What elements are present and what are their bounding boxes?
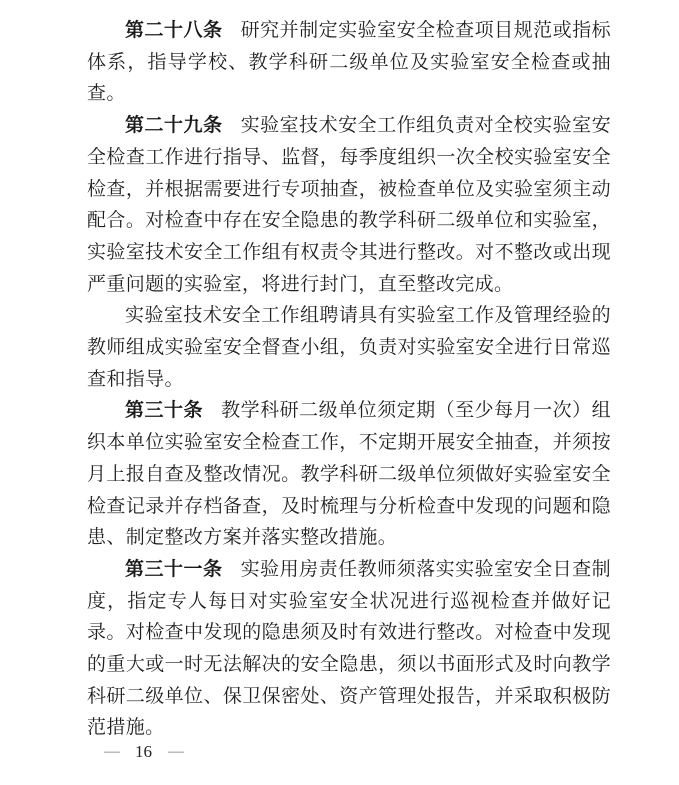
article-text: 教学科研二级单位须定期（至少每月一次）组织本单位实验室安全检查工作，不定期开展安全抽查，并须按月上报自查及整改情况。教学科研二级单位须做好实验室安全检查记录并存档备查，及时梳理与分析检查中发现的问题和隐患、制定整改方案并落实整改措施。 [87,400,611,549]
article-paragraph-30 [87,395,611,554]
article-paragraph-continuation [87,300,611,395]
footer-dash-left: — [104,743,119,760]
article-number: 第二十九条 [125,115,223,137]
article-text: 研究并制定实验室安全检查项目规范或指标体系，指导学校、教学科研二级单位及实验室安全检查或抽查。 [87,20,611,105]
footer-dash-right: — [168,743,183,760]
article-paragraph-31 [87,554,611,744]
article-paragraph-29 [87,110,611,300]
page-number: 16 [135,742,152,761]
article-number: 第三十一条 [125,558,223,580]
article-text: 实验用房责任教师须落实实验室安全日查制度，指定专人每日对实验室安全状况进行巡视检查并做好记录。对检查中发现的隐患须及时有效进行整改。对检查中发现的重大或一时无法解决的安全隐患，须以书面形式及时向教学科研二级单位、保卫保密处、资产管理处报告，并采取积极防范措施。 [87,558,611,739]
article-paragraph-28 [87,15,611,110]
article-text: 实验室技术安全工作组聘请具有实验室工作及管理经验的教师组成实验室安全督查小组，负责对实验室安全进行日常巡查和指导。 [87,305,611,390]
document-body [87,15,611,744]
article-number: 第三十条 [125,400,204,422]
article-text: 实验室技术安全工作组负责对全校实验室安全检查工作进行指导、监督，每季度组织一次全校实验室安全检查，并根据需要进行专项抽查，被检查单位及实验室须主动配合。对检查中存在安全隐患的教学科研二级单位和实验室，实验室技术安全工作组有权责令其进行整改。对不整改或出现严重问题的实验室，将进行封门，直至整改完成。 [87,115,611,295]
page-footer [104,741,183,763]
article-number: 第二十八条 [125,20,223,41]
